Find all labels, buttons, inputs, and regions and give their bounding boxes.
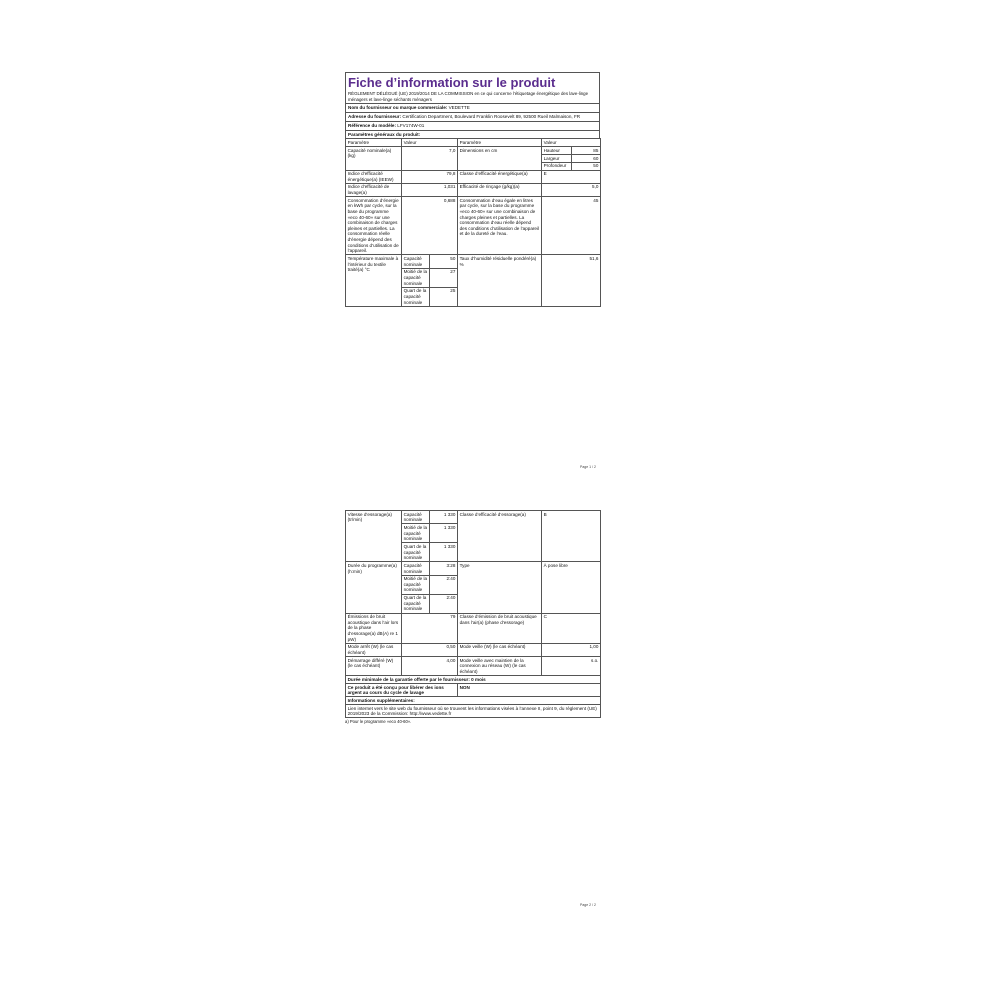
temp-load-value: 25 xyxy=(430,287,458,306)
height-value: 85 xyxy=(572,147,601,155)
duration-load-label: Moitié de la capacité nominale xyxy=(402,575,430,594)
spin-load-value: 1 330 xyxy=(430,543,458,562)
silver-ions-label: Ce produit a été conçu pour libérer des ions argent au cours du cycle de lavage xyxy=(346,683,458,696)
duration-load-value: 3:28 xyxy=(430,562,458,575)
delay-value: 4,00 xyxy=(402,657,458,676)
temperature-label: Température maximale à l’intérieur du textile traité(a) °C xyxy=(346,255,402,306)
capacity-value: 7,0 xyxy=(402,147,458,170)
supplier-value: VEDETTE xyxy=(448,105,470,111)
extra-info-label: Informations supplémentaires: xyxy=(346,697,601,705)
header-param: Paramètre xyxy=(346,139,402,147)
delay-label: Démarrage différé (W) (le cas échéant) xyxy=(346,657,402,676)
network-standby-label: Mode veille avec maintien de la connexion au réseau (W) (le cas échéant) xyxy=(458,657,542,676)
duration-load-label: Capacité nominale xyxy=(402,562,430,575)
table-row xyxy=(346,170,601,183)
water-consumption-value: 45 xyxy=(542,197,601,255)
rinse-value: 5,0 xyxy=(542,183,601,196)
noise-class-label: Classe d’émission de bruit acoustique dans l’air(a) (phase d’essorage) xyxy=(458,613,542,643)
spin-class-value: B xyxy=(542,511,601,562)
regulation-text: RÈGLEMENT DÉLÉGUÉ (UE) 2019/2014 DE LA COMMISSION en ce qui concerne l’étiquetage énergétique des lave-linge ménagers et lave-linge séchants ménagers xyxy=(348,91,589,102)
table-row xyxy=(346,697,601,705)
table-row xyxy=(346,255,601,268)
spin-load-value: 1 330 xyxy=(430,511,458,524)
address-value: Certification Department, Boulevard Franklin Roosevelt 89, 92500 Rueil Malmaison, FR xyxy=(402,113,581,119)
depth-label: Profondeur xyxy=(542,162,572,170)
spin-load-label: Moitié de la capacité nominale xyxy=(402,524,430,543)
spin-load-label: Quart de la capacité nominale xyxy=(402,543,430,562)
model-value: LFV174W-01 xyxy=(397,122,425,128)
table-header-row xyxy=(346,139,601,147)
eei-label: Indice d’efficacité énergétique(a) (IEEW) xyxy=(346,170,402,183)
footnote: a) Pour le programme «eco 40-60». xyxy=(345,719,412,725)
type-label: Type xyxy=(458,562,542,613)
warranty-text: Durée minimale de la garantie offerte par le fournisseur: 0 mois xyxy=(346,676,601,684)
product-params-table xyxy=(345,138,601,306)
standby-value: 1,00 xyxy=(542,643,601,656)
temp-load-value: 27 xyxy=(430,268,458,287)
table-row xyxy=(346,705,601,718)
eei-value: 79,8 xyxy=(402,170,458,183)
temp-load-label: Moitié de la capacité nominale xyxy=(402,268,430,287)
off-mode-label: Mode arrêt (W) (le cas échéant) xyxy=(346,643,402,656)
table-row xyxy=(346,147,601,155)
noise-class-value: C xyxy=(542,613,601,643)
address-row xyxy=(345,112,600,121)
spin-load-value: 1 330 xyxy=(430,524,458,543)
header-value: Valeur xyxy=(402,139,458,147)
page-title: Fiche d’information sur le produit xyxy=(348,75,556,90)
table-row xyxy=(346,183,601,196)
type-value: À pose libre xyxy=(542,562,601,613)
water-consumption-label: Consommation d’eau égale en litres par cycle, sur la base du programme «eco 40-60» sur une combinaison de charges pleines et partielles. La consommation d’eau réelle dépend des conditions d’utilisation de l’appareil et de la dureté de l’eau. xyxy=(458,197,542,255)
standby-label: Mode veille (W) (le cas échéant) xyxy=(458,643,542,656)
extra-info-text: Lien internet vers le site web du fournisseur où se trouvent les informations visées à l’annexe II, point 9, du règlement (UE) 2019/2023 de la Commission: http://www.vedette.fr xyxy=(346,705,601,718)
rinse-label: Efficacité de rinçage (g/kg)(a) xyxy=(458,183,542,196)
spin-load-label: Capacité nominale xyxy=(402,511,430,524)
header-value-2: Valeur xyxy=(542,139,601,147)
capacity-label: Capacité nominale(a) (kg) xyxy=(346,147,402,170)
temp-load-label: Capacité nominale xyxy=(402,255,430,268)
product-params-table-2 xyxy=(345,510,601,718)
product-sheet-page-2 xyxy=(345,510,600,910)
temp-load-label: Quart de la capacité nominale xyxy=(402,287,430,306)
table-row xyxy=(346,683,601,696)
off-mode-value: 0,50 xyxy=(402,643,458,656)
noise-value: 79 xyxy=(402,613,458,643)
spin-class-label: Classe d’efficacité d’essorage(a) xyxy=(458,511,542,562)
supplier-label: Nom du fournisseur ou marque commerciale: xyxy=(348,105,448,111)
table-row xyxy=(346,562,601,575)
spin-label: Vitesse d’essorage(a) (tr/min) xyxy=(346,511,402,562)
table-row xyxy=(346,643,601,656)
energy-consumption-value: 0,688 xyxy=(402,197,458,255)
address-label: Adresse du fournisseur: xyxy=(348,113,402,119)
width-value: 60 xyxy=(572,154,601,162)
product-sheet-page-1 xyxy=(345,72,600,472)
dimensions-label: Dimensions en cm xyxy=(458,147,542,170)
duration-load-value: 2:40 xyxy=(430,594,458,613)
energy-class-label: Classe d’efficacité énergétique(a) xyxy=(458,170,542,183)
table-row xyxy=(346,676,601,684)
washing-label: Indice d’efficacité de lavage(a) xyxy=(346,183,402,196)
model-label: Référence du modèle: xyxy=(348,122,396,128)
duration-load-label: Quart de la capacité nominale xyxy=(402,594,430,613)
table-row xyxy=(346,197,601,255)
table-row xyxy=(346,613,601,643)
page-number-2: Page 2 / 2 xyxy=(580,903,596,907)
page-number-1: Page 1 / 2 xyxy=(580,465,596,469)
duration-load-value: 2:40 xyxy=(430,575,458,594)
table-row xyxy=(346,511,601,524)
depth-value: 50 xyxy=(572,162,601,170)
energy-class-value: E xyxy=(542,170,601,183)
header-param-2: Paramètre xyxy=(458,139,542,147)
energy-consumption-label: Consommation d’énergie en kWh par cycle, sur la base du programme «eco 40-60» sur une combinaison de charges pleines et partielles. La consommation réelle d’énergie dépend des conditions d’utilisation de l’appareil. xyxy=(346,197,402,255)
washing-value: 1,031 xyxy=(402,183,458,196)
table-row xyxy=(346,657,601,676)
width-label: Largeur xyxy=(542,154,572,162)
silver-ions-value: NON xyxy=(458,683,601,696)
height-label: Hauteur xyxy=(542,147,572,155)
model-row xyxy=(345,121,600,130)
network-standby-value: s.o. xyxy=(542,657,601,676)
temp-load-value: 50 xyxy=(430,255,458,268)
general-params-heading: Paramètres généraux du produit: xyxy=(345,130,600,139)
noise-label: Émissions de bruit acoustique dans l’air lors de la phase d’essorage(a) dB(A) re 1 pW) xyxy=(346,613,402,643)
duration-label: Durée du programme(a) (h:min) xyxy=(346,562,402,613)
humidity-value: 51,6 xyxy=(542,255,601,306)
humidity-label: Taux d’humidité résiduelle pondéré(a) % xyxy=(458,255,542,306)
header-block xyxy=(345,72,600,103)
supplier-row xyxy=(345,103,600,112)
